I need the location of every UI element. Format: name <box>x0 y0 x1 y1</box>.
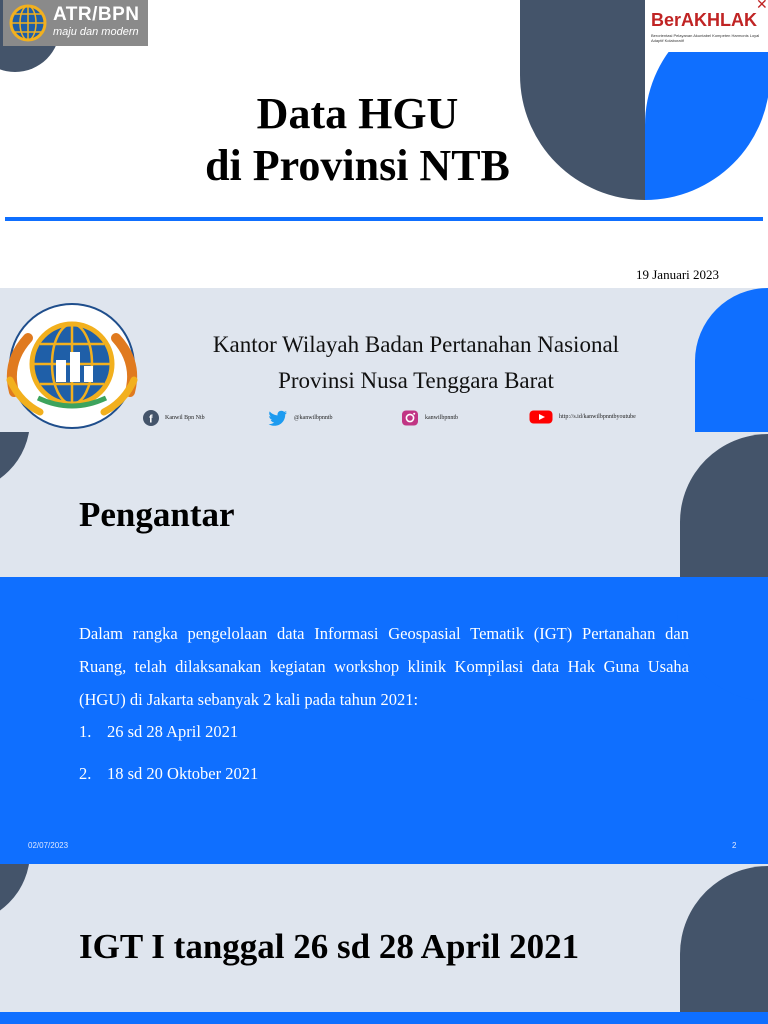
igt-slide <box>0 864 768 1024</box>
intro-slide <box>0 432 768 864</box>
slide-title <box>0 88 715 192</box>
social-youtube[interactable] <box>529 410 636 424</box>
globe-logo-icon <box>9 4 47 42</box>
list-item-number: 2. <box>79 764 92 783</box>
social-facebook[interactable] <box>143 410 205 426</box>
slide-heading: Pengantar <box>79 495 235 534</box>
logo-title: ATR/BPN <box>53 4 140 25</box>
corner-decoration <box>0 432 30 492</box>
berakhlak-title: BerAKHLAK <box>651 10 758 30</box>
intro-paragraph: Dalam rangka pengelolaan data Informasi Geospasial Tematik (IGT) Pertanahan dan Ruang, telah dilaksanakan kegiatan workshop klinik Kompilasi data Hak Guna Usaha (HGU) di Jakarta sebanyak 2 kali pada tahun 2021: <box>79 624 689 709</box>
svg-text:f: f <box>149 413 153 426</box>
social-instagram-label: kanwilbpnntb <box>425 415 458 421</box>
title-line-2: di Provinsi NTB <box>205 141 510 190</box>
leaf-decoration-dark <box>680 866 768 1016</box>
social-twitter-label: @kanwilbpnntb <box>294 415 333 421</box>
list-item-text: 26 sd 28 April 2021 <box>107 722 239 741</box>
title-divider <box>5 217 763 221</box>
youtube-icon <box>529 410 553 424</box>
list-item-text: 18 sd 20 Oktober 2021 <box>107 764 259 783</box>
office-name-line-2: Provinsi Nusa Tenggara Barat <box>278 368 554 393</box>
slide-date: 19 Januari 2023 <box>636 267 720 282</box>
corner-decoration <box>0 864 30 924</box>
list-item <box>79 722 238 742</box>
title-line-1: Data HGU <box>256 89 459 138</box>
footer-date: 02/07/2023 <box>28 841 69 850</box>
list-item <box>79 764 258 784</box>
social-facebook-label: Kanwil Bpn Ntb <box>165 415 205 421</box>
social-youtube-label: http://s.id/kanwilbpnntbyoutube <box>559 414 636 420</box>
close-icon[interactable]: ✕ <box>756 0 768 13</box>
office-slide <box>0 288 768 432</box>
bpn-seal-icon <box>0 302 145 430</box>
page-number: 2 <box>732 841 737 850</box>
twitter-icon <box>268 410 288 426</box>
berakhlak-tagline: Berorientasi Pelayanan Akuntabel Kompeten Harmonis Loyal Adaptif Kolaboratif <box>651 33 760 43</box>
slide-heading: IGT I tanggal 26 sd 28 April 2021 <box>79 927 580 966</box>
logo-tagline: maju dan modern <box>53 26 139 38</box>
content-panel <box>0 1012 768 1024</box>
facebook-icon <box>143 410 159 426</box>
atr-bpn-logo <box>3 0 148 46</box>
social-twitter[interactable] <box>268 410 333 426</box>
social-instagram[interactable] <box>401 410 458 426</box>
office-name-line-1: Kantor Wilayah Badan Pertanahan Nasional <box>212 332 620 357</box>
leaf-decoration-dark <box>680 434 768 577</box>
title-slide <box>0 0 768 288</box>
list-item-number: 1. <box>79 722 92 741</box>
instagram-icon <box>401 410 419 426</box>
leaf-decoration-blue <box>695 288 768 432</box>
